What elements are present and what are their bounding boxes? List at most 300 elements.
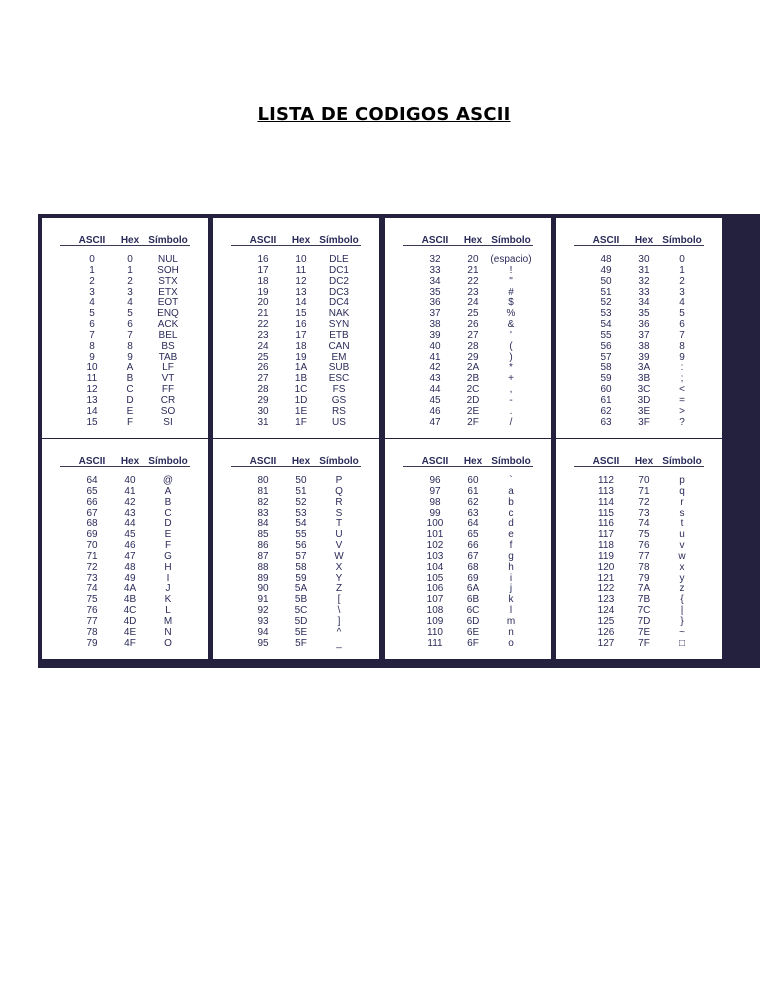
cell-hex: 3D <box>637 394 651 406</box>
cell-hex: 22 <box>467 275 479 287</box>
column-header-hex: Hex <box>120 235 140 246</box>
column-hex <box>126 255 133 429</box>
cell-simbolo: 5 <box>679 308 685 320</box>
column-ascii <box>86 476 97 650</box>
cell-hex: 1E <box>294 405 308 417</box>
cell-simbolo: h <box>508 561 514 573</box>
cell-simbolo: l <box>509 605 513 617</box>
cell-hex: 67 <box>467 550 479 562</box>
cell-hex: 1C <box>294 384 308 396</box>
cell-ascii: 96 <box>429 475 441 486</box>
cell-simbolo: _ <box>336 637 342 649</box>
column-ascii <box>86 255 97 429</box>
column-header-hex: Hex <box>291 235 311 246</box>
cell-ascii: 76 <box>86 605 98 617</box>
cell-ascii: 123 <box>597 594 615 606</box>
cell-simbolo: Y <box>335 572 343 584</box>
column-header-ascii: ASCII <box>249 235 277 246</box>
cell-hex: 6C <box>466 605 480 617</box>
cell-hex: 54 <box>295 518 307 530</box>
cell-hex: 7C <box>637 605 651 617</box>
cell-ascii: 117 <box>598 529 614 541</box>
cell-ascii: 42 <box>429 362 441 374</box>
cell-simbolo: p <box>679 475 685 486</box>
cell-ascii: 98 <box>429 496 441 508</box>
cell-simbolo: ESC <box>328 373 350 385</box>
cell-ascii: 71 <box>86 550 98 562</box>
cell-simbolo: . <box>509 405 513 417</box>
cell-ascii: 106 <box>426 583 444 595</box>
cell-simbolo: T <box>335 518 343 530</box>
cell-simbolo: # <box>508 286 514 298</box>
cell-hex: 28 <box>467 340 479 352</box>
column-header-simbolo: Símbolo <box>491 235 531 246</box>
cell-hex: 58 <box>295 561 307 573</box>
cell-hex: 2C <box>466 384 480 396</box>
cell-ascii: 91 <box>257 594 269 606</box>
cell-hex: 35 <box>638 308 650 320</box>
cell-simbolo: ? <box>679 416 685 428</box>
cell-simbolo: x <box>679 561 685 573</box>
cell-simbolo: H <box>164 561 172 573</box>
ascii-table-6 <box>213 439 379 659</box>
page-title: LISTA DE CODIGOS ASCII <box>257 104 511 125</box>
cell-hex: 7D <box>637 615 651 627</box>
cell-ascii: 120 <box>597 561 615 573</box>
cell-ascii: 25 <box>257 351 269 363</box>
cell-hex: 17 <box>295 329 307 341</box>
cell-simbolo: ' <box>510 329 512 341</box>
column-simbolo <box>163 476 173 650</box>
cell-simbolo: i <box>509 572 513 584</box>
cell-hex: 5F <box>295 637 307 649</box>
cell-hex: 6B <box>466 594 480 606</box>
cell-ascii: 18 <box>257 275 269 287</box>
column-header-simbolo: Símbolo <box>491 456 531 467</box>
cell-hex: 42 <box>124 496 136 508</box>
cell-ascii: 29 <box>257 394 269 406</box>
cell-ascii: 27 <box>257 373 269 385</box>
cell-hex: 69 <box>467 572 479 584</box>
cell-ascii: 23 <box>257 329 269 341</box>
cell-hex: 79 <box>638 572 650 584</box>
cell-ascii: 93 <box>257 615 269 627</box>
cell-simbolo: SYN <box>328 319 350 331</box>
column-header-simbolo: Símbolo <box>319 456 359 467</box>
cell-simbolo: k <box>508 594 514 606</box>
cell-hex: 7E <box>637 626 651 638</box>
cell-hex: 5B <box>294 594 308 606</box>
column-simbolo <box>490 255 531 429</box>
column-hex <box>638 476 651 650</box>
cell-ascii: 20 <box>257 297 269 309</box>
cell-simbolo: □ <box>678 637 686 649</box>
cell-ascii: 111 <box>427 637 443 649</box>
cell-hex: 6F <box>467 637 479 649</box>
cell-simbolo: A <box>164 485 172 497</box>
cell-hex: 9 <box>127 351 133 363</box>
cell-hex: 26 <box>467 319 479 331</box>
cell-hex: 32 <box>638 275 650 287</box>
cell-simbolo: (espacio) <box>490 254 532 265</box>
cell-hex: 1D <box>294 394 308 406</box>
cell-simbolo: o <box>508 637 514 649</box>
cell-simbolo: SI <box>163 416 173 428</box>
cell-ascii: 6 <box>89 319 95 331</box>
cell-hex: 1F <box>295 416 307 428</box>
cell-simbolo: r <box>680 496 684 508</box>
cell-ascii: 60 <box>600 384 612 396</box>
cell-hex: 57 <box>295 550 307 562</box>
cell-hex: 21 <box>467 264 479 276</box>
cell-hex: 5 <box>127 308 133 320</box>
cell-ascii: 36 <box>429 297 441 309</box>
cell-simbolo: q <box>679 485 685 497</box>
cell-simbolo: SOH <box>157 264 179 276</box>
cell-simbolo: 9 <box>679 351 685 363</box>
cell-ascii: 45 <box>429 394 441 406</box>
cell-simbolo: 1 <box>679 264 685 276</box>
cell-simbolo: ; <box>680 373 684 385</box>
cell-simbolo: FF <box>161 384 175 396</box>
ascii-table-1 <box>42 218 208 438</box>
cell-simbolo: { <box>680 594 684 606</box>
column-header-hex: Hex <box>634 456 654 467</box>
cell-hex: 64 <box>467 518 479 530</box>
cell-simbolo: = <box>679 394 685 406</box>
cell-simbolo: RS <box>332 405 346 417</box>
cell-hex: 3F <box>638 416 650 428</box>
cell-ascii: 5 <box>89 308 95 320</box>
cell-hex: 23 <box>467 286 479 298</box>
cell-hex: 12 <box>295 275 307 287</box>
cell-ascii: 63 <box>600 416 612 428</box>
cell-hex: 2 <box>127 275 133 287</box>
cell-simbolo: @ <box>162 475 174 486</box>
cell-ascii: 1 <box>89 264 95 276</box>
cell-hex: 3B <box>637 373 651 385</box>
cell-hex: 5C <box>294 605 308 617</box>
cell-simbolo: 6 <box>679 319 685 331</box>
column-header-simbolo: Símbolo <box>319 235 359 246</box>
cell-hex: A <box>126 362 134 374</box>
cell-simbolo: G <box>164 550 172 562</box>
cell-hex: 62 <box>467 496 479 508</box>
cell-hex: 47 <box>124 550 136 562</box>
cell-simbolo: DC4 <box>328 297 349 309</box>
column-simbolo <box>157 255 179 429</box>
cell-simbolo: a <box>508 485 514 497</box>
cell-hex: 71 <box>638 485 650 497</box>
cell-hex: 77 <box>638 550 650 562</box>
cell-hex: 43 <box>124 507 136 519</box>
cell-simbolo: m <box>506 615 516 627</box>
cell-ascii: 15 <box>86 416 98 428</box>
cell-hex: 63 <box>467 507 479 519</box>
cell-simbolo: DC3 <box>328 286 349 298</box>
ascii-table-7 <box>385 439 551 659</box>
cell-hex: 6E <box>466 626 480 638</box>
cell-ascii: 41 <box>429 351 441 363</box>
cell-ascii: 84 <box>257 518 269 530</box>
cell-hex: 5E <box>294 626 308 638</box>
cell-ascii: 77 <box>86 615 98 627</box>
cell-ascii: 7 <box>89 329 95 341</box>
cell-simbolo: Z <box>335 583 343 595</box>
cell-ascii: 56 <box>600 340 612 352</box>
cell-simbolo: J <box>165 583 171 595</box>
cell-hex: 51 <box>295 485 307 497</box>
cell-simbolo: DC1 <box>328 264 349 276</box>
cell-ascii: 86 <box>257 540 269 552</box>
cell-simbolo: , <box>509 384 513 396</box>
cell-hex: 11 <box>295 264 307 276</box>
cell-hex: 4A <box>123 583 137 595</box>
cell-ascii: 48 <box>600 254 612 265</box>
cell-hex: E <box>126 405 134 417</box>
cell-ascii: 85 <box>257 529 269 541</box>
cell-hex: 40 <box>124 475 136 486</box>
cell-ascii: 59 <box>600 373 612 385</box>
cell-simbolo: y <box>679 572 685 584</box>
cell-hex: 16 <box>295 319 307 331</box>
cell-hex: 3A <box>637 362 651 374</box>
cell-simbolo: CR <box>160 394 176 406</box>
cell-hex: 4C <box>123 605 137 617</box>
cell-ascii: 2 <box>89 275 95 287</box>
cell-hex: 27 <box>467 329 479 341</box>
cell-ascii: 102 <box>426 540 444 552</box>
cell-simbolo: w <box>678 550 686 562</box>
cell-simbolo: $ <box>508 297 514 309</box>
cell-simbolo: NUL <box>157 254 179 265</box>
cell-simbolo: | <box>680 605 684 617</box>
cell-hex: 2F <box>467 416 479 428</box>
cell-ascii: 105 <box>426 572 444 584</box>
cell-hex: 4B <box>123 594 137 606</box>
cell-ascii: 8 <box>89 340 95 352</box>
cell-ascii: 12 <box>86 384 98 396</box>
cell-hex: 65 <box>467 529 479 541</box>
cell-ascii: 3 <box>89 286 95 298</box>
cell-ascii: 118 <box>598 540 614 552</box>
column-ascii <box>429 255 440 429</box>
cell-hex: 75 <box>638 529 650 541</box>
cell-simbolo: W <box>334 550 344 562</box>
ascii-table-5 <box>42 439 208 659</box>
cell-simbolo: BEL <box>158 329 178 341</box>
cell-simbolo: VT <box>161 373 175 385</box>
cell-ascii: 114 <box>598 496 614 508</box>
cell-simbolo: 7 <box>679 329 685 341</box>
cell-ascii: 19 <box>257 286 269 298</box>
cell-hex: 49 <box>124 572 136 584</box>
cell-hex: 4D <box>123 615 137 627</box>
cell-ascii: 65 <box>86 485 98 497</box>
cell-ascii: 116 <box>598 518 614 530</box>
cell-simbolo: NAK <box>328 308 350 320</box>
cell-ascii: 68 <box>86 518 98 530</box>
ascii-table-grid <box>38 214 760 668</box>
cell-simbolo: g <box>508 550 514 562</box>
column-hex <box>467 255 480 429</box>
cell-simbolo: D <box>164 518 172 530</box>
cell-ascii: 113 <box>598 485 614 497</box>
cell-ascii: 90 <box>257 583 269 595</box>
cell-simbolo: n <box>508 626 514 638</box>
cell-ascii: 81 <box>257 485 269 497</box>
cell-simbolo: ETX <box>158 286 178 298</box>
cell-simbolo: ENQ <box>157 308 179 320</box>
cell-ascii: 79 <box>86 637 98 649</box>
cell-ascii: 95 <box>257 637 269 649</box>
cell-hex: 13 <box>295 286 307 298</box>
cell-hex: 6A <box>466 583 480 595</box>
cell-hex: C <box>126 384 134 396</box>
cell-hex: 24 <box>467 297 479 309</box>
cell-simbolo: " <box>509 275 513 287</box>
cell-hex: 36 <box>638 319 650 331</box>
cell-simbolo: STX <box>158 275 178 287</box>
column-simbolo <box>679 255 685 429</box>
cell-hex: 29 <box>467 351 479 363</box>
cell-hex: 70 <box>638 475 650 486</box>
cell-hex: 60 <box>467 475 479 486</box>
cell-ascii: 83 <box>257 507 269 519</box>
cell-ascii: 52 <box>600 297 612 309</box>
cell-ascii: 64 <box>86 475 98 486</box>
cell-ascii: 54 <box>600 319 612 331</box>
cell-ascii: 14 <box>86 405 98 417</box>
cell-ascii: 34 <box>429 275 441 287</box>
cell-ascii: 69 <box>86 529 98 541</box>
cell-hex: 31 <box>638 264 650 276</box>
cell-ascii: 13 <box>86 394 98 406</box>
column-header-ascii: ASCII <box>421 235 449 246</box>
cell-hex: 15 <box>295 308 307 320</box>
cell-simbolo: : <box>680 362 684 374</box>
cell-simbolo: j <box>509 583 513 595</box>
cell-ascii: 50 <box>600 275 612 287</box>
cell-simbolo: > <box>679 405 685 417</box>
cell-ascii: 78 <box>86 626 98 638</box>
cell-simbolo: d <box>508 518 514 530</box>
cell-simbolo: 3 <box>679 286 685 298</box>
column-header-simbolo: Símbolo <box>148 456 188 467</box>
cell-hex: D <box>126 394 134 406</box>
cell-simbolo: SUB <box>328 362 350 374</box>
cell-simbolo: LF <box>162 362 174 374</box>
cell-simbolo: I <box>166 572 170 584</box>
column-hex <box>124 476 137 650</box>
cell-hex: 78 <box>638 561 650 573</box>
cell-ascii: 75 <box>86 594 98 606</box>
cell-ascii: 108 <box>426 605 444 617</box>
cell-ascii: 28 <box>257 384 269 396</box>
column-ascii <box>427 476 444 650</box>
ascii-table-2 <box>213 218 379 438</box>
cell-simbolo: ACK <box>157 319 179 331</box>
cell-simbolo: } <box>680 615 684 627</box>
cell-hex: 61 <box>467 485 479 497</box>
cell-ascii: 4 <box>89 297 95 309</box>
column-header-ascii: ASCII <box>78 456 106 467</box>
cell-hex: 46 <box>124 540 136 552</box>
cell-simbolo: CAN <box>328 340 350 352</box>
cell-hex: 18 <box>295 340 307 352</box>
cell-hex: 44 <box>124 518 136 530</box>
cell-simbolo: e <box>508 529 514 541</box>
cell-simbolo: 4 <box>679 297 685 309</box>
cell-ascii: 100 <box>426 518 444 530</box>
cell-ascii: 127 <box>597 637 615 649</box>
cell-ascii: 67 <box>86 507 98 519</box>
cell-ascii: 37 <box>429 308 441 320</box>
cell-ascii: 40 <box>429 340 441 352</box>
cell-hex: F <box>126 416 134 428</box>
cell-simbolo: C <box>164 507 172 519</box>
cell-simbolo: TAB <box>158 351 178 363</box>
cell-ascii: 10 <box>86 362 98 374</box>
column-header-ascii: ASCII <box>421 456 449 467</box>
cell-ascii: 16 <box>257 254 269 265</box>
cell-ascii: 57 <box>600 351 612 363</box>
cell-hex: 74 <box>638 518 650 530</box>
cell-ascii: 58 <box>600 362 612 374</box>
cell-ascii: 44 <box>429 384 441 396</box>
column-hex <box>295 476 308 650</box>
ascii-table-8 <box>556 439 722 659</box>
cell-ascii: 46 <box>429 405 441 417</box>
cell-ascii: 110 <box>427 626 443 638</box>
cell-ascii: 107 <box>426 594 444 606</box>
cell-ascii: 103 <box>426 550 444 562</box>
cell-ascii: 121 <box>597 572 615 584</box>
cell-simbolo: DLE <box>329 254 349 265</box>
cell-simbolo: ETB <box>329 329 349 341</box>
cell-hex: 4E <box>123 626 137 638</box>
cell-simbolo: * <box>509 362 513 374</box>
cell-ascii: 88 <box>257 561 269 573</box>
cell-simbolo: z <box>679 583 685 595</box>
cell-hex: 6D <box>466 615 480 627</box>
cell-ascii: 119 <box>598 550 614 562</box>
cell-hex: 14 <box>295 297 307 309</box>
cell-ascii: 125 <box>597 615 615 627</box>
cell-hex: 41 <box>124 485 136 497</box>
cell-hex: 38 <box>638 340 650 352</box>
cell-hex: 59 <box>295 572 307 584</box>
column-hex <box>295 255 308 429</box>
cell-ascii: 33 <box>429 264 441 276</box>
ascii-table-4 <box>556 218 722 438</box>
cell-simbolo: ^ <box>336 626 342 638</box>
cell-hex: 72 <box>638 496 650 508</box>
column-ascii <box>598 476 615 650</box>
cell-simbolo: FS <box>332 384 346 396</box>
cell-ascii: 51 <box>600 286 612 298</box>
cell-hex: 19 <box>295 351 307 363</box>
cell-ascii: 21 <box>257 308 269 320</box>
cell-simbolo: c <box>508 507 514 519</box>
cell-simbolo: M <box>163 615 173 627</box>
cell-ascii: 49 <box>600 264 612 276</box>
cell-ascii: 70 <box>86 540 98 552</box>
column-header-simbolo: Símbolo <box>662 456 702 467</box>
cell-simbolo: 8 <box>679 340 685 352</box>
cell-hex: B <box>126 373 134 385</box>
cell-simbolo: P <box>335 475 343 486</box>
